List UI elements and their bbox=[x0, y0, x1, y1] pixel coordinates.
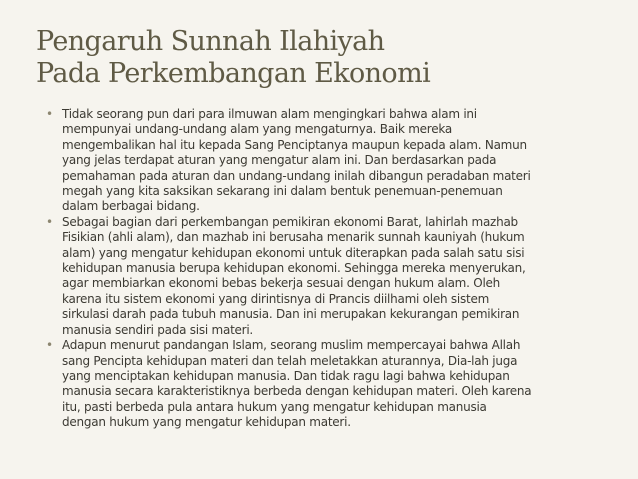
bullet-marker: • bbox=[46, 107, 53, 121]
bullet-item-2 bbox=[46, 215, 626, 338]
bullet-3-line-5: itu, pasti berbeda pula antara hukum yang mengatur kehidupan manusia bbox=[62, 399, 487, 414]
slide-title-line-1: Pengaruh Sunnah Ilahiyah bbox=[36, 26, 385, 57]
bullet-2-line-2: Fisikian (ahli alam), dan mazhab ini berusaha menarik sunnah kauniyah (hukum bbox=[62, 230, 525, 245]
bullet-2-line-4: kehidupan manusia berupa kehidupan ekonomi. Sehingga mereka menyerukan, bbox=[62, 261, 526, 276]
bullet-1-line-5: pemahaman pada aturan dan undang-undang inilah dibangun peradaban materi bbox=[62, 168, 531, 183]
bullet-list bbox=[46, 107, 626, 431]
slide-title-line-2: Pada Perkembangan Ekonomi bbox=[36, 58, 431, 89]
bullet-2-line-1: Sebagai bagian dari perkembangan pemikiran ekonomi Barat, lahirlah mazhab bbox=[62, 214, 518, 229]
bullet-marker: • bbox=[46, 338, 53, 353]
bullet-2-line-6: karena itu sistem ekonomi yang dirintisnya di Prancis diilhami oleh sistem bbox=[62, 291, 490, 306]
bullet-2-line-3: alam) yang mengatur kehidupan ekonomi untuk diterapkan pada salah satu sisi bbox=[62, 245, 525, 260]
bullet-3-line-6: dengan hukum yang mengatur kehidupan materi. bbox=[62, 415, 351, 430]
bullet-marker: • bbox=[46, 214, 53, 229]
bullet-3-line-3: yang menciptakan kehidupan manusia. Dan tidak ragu lagi bahwa kehidupan bbox=[62, 368, 510, 383]
bullet-1-line-2: mempunyai undang-undang alam yang mengaturnya. Baik mereka bbox=[62, 122, 452, 137]
bullet-1-line-6: megah yang kita saksikan sekarang ini dalam bentuk penemuan-penemuan bbox=[62, 184, 503, 199]
bullet-item-3 bbox=[46, 338, 626, 430]
bullet-2-line-8: manusia sendiri pada sisi materi. bbox=[62, 322, 253, 337]
bullet-3-line-2: sang Pencipta kehidupan materi dan telah meletakkan aturannya, Dia-lah juga bbox=[62, 353, 518, 368]
bullet-1-line-7: dalam berbagai bidang. bbox=[62, 199, 200, 214]
bullet-2-line-5: agar membiarkan ekonomi bebas bekerja sesuai dengan hukum alam. Oleh bbox=[62, 276, 501, 291]
bullet-1-line-3: mengembalikan hal itu kepada Sang Penciptanya maupun kepada alam. Namun bbox=[62, 137, 527, 152]
bullet-1-line-4: yang jelas terdapat aturan yang mengatur alam ini. Dan berdasarkan pada bbox=[62, 153, 497, 168]
slide-title bbox=[36, 26, 616, 90]
bullet-2-line-7: sirkulasi darah pada tubuh manusia. Dan ini merupakan kekurangan pemikiran bbox=[62, 307, 520, 322]
bullet-item-1 bbox=[46, 107, 626, 215]
bullet-1-line-1: Tidak seorang pun dari para ilmuwan alam mengingkari bahwa alam ini bbox=[62, 107, 477, 121]
bullet-3-line-4: manusia secara karakteristiknya berbeda dengan kehidupan materi. Oleh karena bbox=[62, 384, 532, 399]
bullet-3-line-1: Adapun menurut pandangan Islam, seorang muslim mempercayai bahwa Allah bbox=[62, 338, 521, 353]
